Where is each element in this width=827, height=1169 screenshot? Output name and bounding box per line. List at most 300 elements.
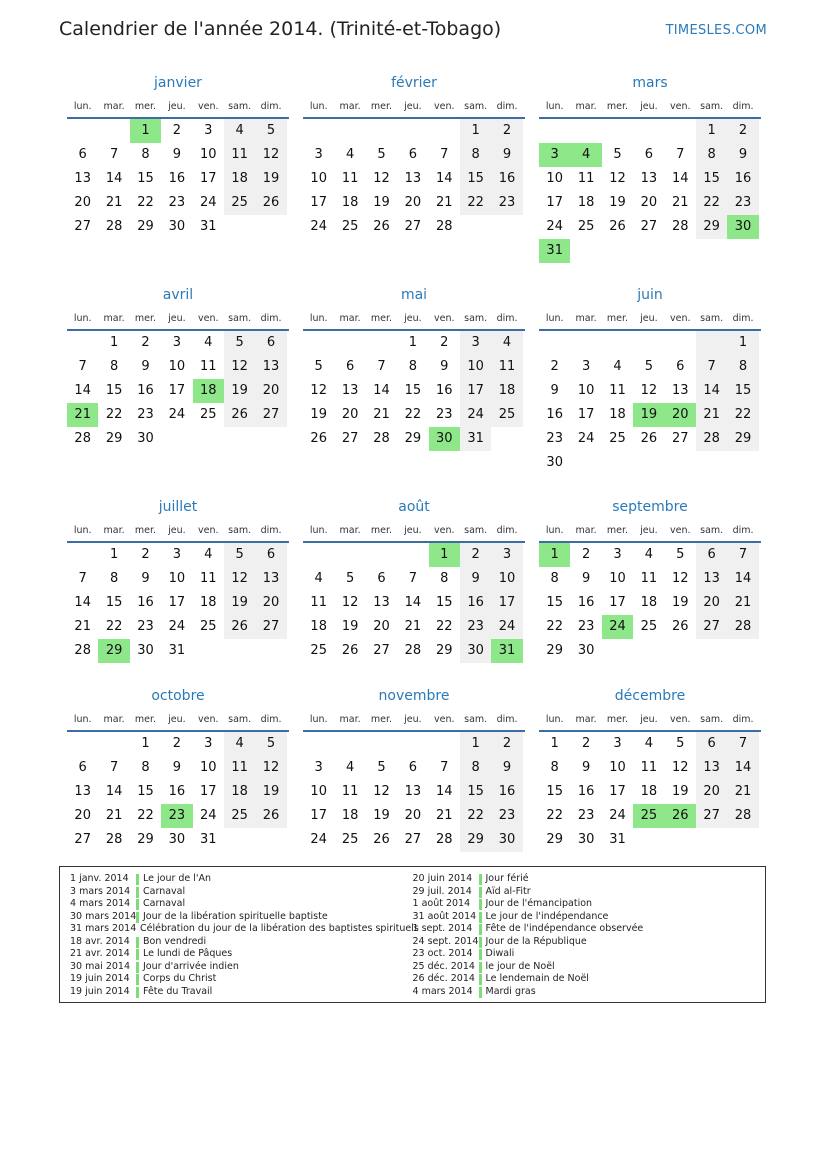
day-cell: 1	[696, 119, 727, 143]
day-cell: 29	[98, 639, 129, 663]
day-cell: 9	[172, 147, 181, 162]
empty-cell	[67, 732, 98, 756]
holiday-marker	[136, 949, 139, 960]
day-cell: 12	[671, 760, 689, 775]
day-cell: 21	[105, 808, 123, 823]
day-cell: 13	[341, 383, 359, 398]
holiday-name: Le jour de l'An	[143, 873, 212, 884]
legend-row	[413, 961, 756, 974]
legend-row	[413, 898, 756, 911]
empty-cell	[460, 215, 491, 239]
weekday-label: ven.	[670, 101, 691, 112]
weekday-label: lun.	[545, 101, 564, 112]
day-cell: 1	[727, 331, 758, 355]
day-cell: 7	[727, 543, 758, 567]
day-cell: 12	[255, 756, 286, 780]
day-grid	[67, 732, 289, 852]
holiday-marker	[479, 974, 482, 985]
day-cell: 24	[199, 195, 217, 210]
day-cell: 26	[341, 643, 359, 658]
day-cell: 11	[199, 571, 217, 586]
empty-cell	[334, 331, 365, 355]
weekday-header	[67, 521, 289, 543]
weekday-label: dim.	[260, 101, 282, 112]
empty-cell	[255, 828, 286, 852]
day-cell: 6	[644, 147, 653, 162]
day-cell: 25	[199, 619, 217, 634]
day-cell: 8	[460, 143, 491, 167]
weekday-label: mer.	[134, 313, 157, 324]
day-cell: 14	[105, 171, 123, 186]
day-cell: 23	[137, 407, 154, 422]
weekday-label: mar.	[575, 525, 597, 536]
day-cell: 10	[310, 784, 327, 799]
weekday-label: sam.	[700, 525, 724, 536]
day-cell: 16	[137, 595, 154, 610]
day-cell: 17	[168, 595, 186, 610]
weekday-label: ven.	[198, 714, 219, 725]
holiday-name: Diwali	[485, 948, 515, 959]
day-cell: 22	[404, 407, 422, 422]
empty-cell	[255, 215, 286, 239]
day-cell: 2	[581, 547, 591, 562]
day-cell: 8	[141, 760, 150, 775]
weekday-label: dim.	[496, 313, 518, 324]
day-cell: 13	[404, 784, 422, 799]
day-cell: 25	[640, 619, 658, 634]
day-cell: 20	[74, 808, 91, 823]
day-cell: 12	[310, 383, 327, 398]
holiday-name: Jour de l'émancipation	[485, 898, 593, 909]
empty-cell	[727, 239, 758, 263]
day-cell: 15	[727, 379, 758, 403]
weekday-label: mer.	[606, 313, 629, 324]
day-cell: 6	[696, 732, 727, 756]
day-cell: 30	[429, 427, 460, 451]
empty-cell	[696, 828, 727, 852]
weekday-header	[539, 710, 761, 732]
day-cell: 6	[408, 760, 417, 775]
month-calendar	[67, 685, 289, 852]
day-grid	[539, 119, 761, 263]
holiday-marker	[136, 887, 139, 898]
weekday-label: sam.	[464, 525, 488, 536]
day-cell: 28	[435, 219, 453, 234]
empty-cell	[665, 239, 696, 263]
day-cell: 2	[141, 335, 150, 350]
empty-cell	[303, 543, 334, 567]
month-calendar	[303, 72, 525, 239]
day-cell: 24	[168, 619, 186, 634]
day-cell: 30	[137, 431, 154, 446]
day-cell: 19	[373, 808, 390, 823]
day-cell: 23	[577, 808, 595, 823]
day-cell: 23	[727, 191, 758, 215]
day-cell: 30	[168, 219, 186, 234]
weekday-label: ven.	[434, 525, 455, 536]
empty-cell	[491, 427, 522, 451]
weekday-label: jeu.	[640, 525, 658, 536]
holiday-marker	[136, 899, 139, 910]
day-cell: 6	[255, 543, 286, 567]
month-name: décembre	[614, 688, 686, 704]
day-cell: 2	[581, 736, 591, 751]
day-cell: 14	[435, 784, 453, 799]
empty-cell	[303, 331, 334, 355]
day-cell: 1	[109, 335, 119, 350]
day-cell: 31	[539, 239, 570, 263]
day-cell: 28	[727, 804, 758, 828]
weekday-header	[67, 97, 289, 119]
day-cell: 12	[224, 355, 255, 379]
legend-row	[70, 898, 413, 911]
day-cell: 20	[373, 619, 390, 634]
day-cell: 29	[435, 643, 453, 658]
day-cell: 25	[199, 407, 217, 422]
weekday-label: ven.	[670, 313, 691, 324]
holiday-date: 20 juin 2014	[412, 873, 473, 884]
day-cell: 18	[577, 195, 595, 210]
day-cell: 4	[613, 359, 622, 374]
holiday-name: Corps du Christ	[143, 973, 217, 984]
day-cell: 7	[377, 359, 386, 374]
day-cell: 23	[168, 195, 186, 210]
day-cell: 10	[460, 355, 491, 379]
day-cell: 24	[310, 219, 327, 234]
legend-row	[413, 923, 756, 936]
holiday-name: Jour férié	[485, 873, 529, 884]
legend-row	[70, 961, 413, 974]
day-cell: 1	[539, 543, 570, 567]
weekday-label: mer.	[370, 313, 393, 324]
day-cell: 1	[130, 119, 161, 143]
day-cell: 21	[435, 808, 453, 823]
legend-row	[70, 986, 413, 999]
day-cell: 3	[539, 143, 570, 167]
empty-cell	[161, 427, 192, 451]
day-cell: 17	[609, 784, 626, 799]
day-cell: 14	[74, 595, 91, 610]
day-cell: 10	[609, 571, 626, 586]
day-cell: 14	[727, 756, 758, 780]
day-cell: 3	[204, 123, 213, 138]
weekday-header	[539, 309, 761, 331]
day-cell: 18	[224, 780, 255, 804]
day-cell: 27	[373, 643, 390, 658]
day-cell: 15	[105, 595, 123, 610]
day-cell: 15	[696, 167, 727, 191]
day-cell: 30	[460, 639, 491, 663]
day-cell: 23	[577, 619, 595, 634]
day-cell: 11	[609, 383, 626, 398]
holiday-date: 29 juil. 2014	[412, 885, 472, 897]
day-cell: 29	[696, 215, 727, 239]
empty-cell	[366, 119, 397, 143]
holiday-date: 23 oct. 2014	[412, 948, 473, 959]
brand-link[interactable]: TIMESLES.COM	[665, 23, 767, 38]
month-calendar	[539, 284, 761, 475]
holiday-date: 30 mars 2014	[70, 910, 137, 922]
holiday-name: Carnaval	[143, 885, 186, 897]
day-cell: 1	[408, 335, 417, 350]
weekday-label: jeu.	[168, 101, 186, 112]
day-cell: 14	[404, 595, 422, 610]
day-cell: 9	[172, 760, 181, 775]
day-cell: 9	[581, 760, 591, 775]
day-cell: 15	[435, 595, 453, 610]
day-cell: 14	[696, 379, 727, 403]
day-cell: 10	[577, 383, 595, 398]
legend-row	[413, 886, 756, 899]
day-cell: 17	[609, 595, 626, 610]
empty-cell	[397, 119, 428, 143]
weekday-label: jeu.	[404, 101, 422, 112]
empty-cell	[98, 732, 129, 756]
holiday-date: 3 mars 2014	[70, 885, 131, 897]
weekday-label: dim.	[496, 525, 518, 536]
weekday-label: sam.	[700, 714, 724, 725]
day-cell: 19	[255, 167, 286, 191]
weekday-label: dim.	[260, 313, 282, 324]
day-cell: 5	[345, 571, 355, 586]
holiday-date: 24 sept. 2014	[412, 935, 479, 947]
empty-cell	[539, 331, 570, 355]
day-cell: 24	[602, 615, 633, 639]
weekday-label: lun.	[545, 714, 564, 725]
weekday-label: lun.	[545, 525, 564, 536]
day-cell: 12	[640, 383, 658, 398]
weekday-label: mer.	[606, 714, 629, 725]
holiday-marker	[136, 937, 139, 948]
day-cell: 1	[460, 732, 491, 756]
empty-cell	[665, 451, 696, 475]
weekday-label: mer.	[606, 101, 629, 112]
day-cell: 14	[105, 784, 123, 799]
day-cell: 21	[671, 195, 689, 210]
day-cell: 9	[440, 359, 449, 374]
month-calendar	[67, 496, 289, 663]
legend-row	[70, 973, 413, 986]
holiday-marker	[136, 974, 139, 985]
weekday-label: ven.	[434, 313, 455, 324]
holiday-marker	[136, 962, 139, 973]
day-cell: 26	[224, 615, 255, 639]
day-grid	[539, 331, 761, 475]
day-cell: 26	[609, 219, 626, 234]
holiday-marker	[479, 924, 482, 935]
month-name: mai	[400, 287, 428, 303]
empty-cell	[491, 215, 522, 239]
day-cell: 1	[550, 736, 559, 751]
day-cell: 20	[341, 407, 359, 422]
day-cell: 20	[404, 195, 422, 210]
weekday-label: dim.	[732, 714, 754, 725]
day-cell: 16	[577, 784, 595, 799]
day-cell: 11	[341, 784, 359, 799]
day-cell: 11	[310, 595, 327, 610]
holiday-date: 18 avr. 2014	[70, 935, 130, 947]
day-cell: 11	[640, 760, 658, 775]
holiday-date: 26 déc. 2014	[412, 973, 475, 984]
day-cell: 6	[78, 147, 87, 162]
holiday-date: 21 avr. 2014	[70, 948, 130, 959]
month-name: août	[398, 499, 430, 515]
day-cell: 5	[255, 119, 286, 143]
day-cell: 21	[404, 619, 422, 634]
holiday-name: Jour d'arrivée indien	[143, 960, 239, 972]
day-cell: 8	[141, 147, 150, 162]
day-cell: 2	[491, 119, 522, 143]
legend-column-right	[413, 873, 756, 1002]
day-cell: 17	[491, 591, 522, 615]
weekday-label: mar.	[575, 313, 597, 324]
empty-cell	[224, 639, 255, 663]
day-cell: 4	[204, 335, 213, 350]
day-cell: 7	[440, 760, 449, 775]
day-cell: 16	[168, 171, 186, 186]
day-cell: 8	[727, 355, 758, 379]
weekday-label: lun.	[73, 714, 92, 725]
empty-cell	[539, 119, 570, 143]
day-cell: 15	[546, 595, 563, 610]
day-cell: 5	[224, 543, 255, 567]
day-cell: 20	[255, 379, 286, 403]
day-cell: 20	[255, 591, 286, 615]
day-cell: 3	[460, 331, 491, 355]
day-cell: 5	[314, 359, 323, 374]
day-cell: 11	[491, 355, 522, 379]
day-cell: 8	[440, 571, 449, 586]
weekday-header	[303, 97, 525, 119]
weekday-label: jeu.	[404, 525, 422, 536]
day-cell: 20	[74, 195, 91, 210]
day-cell: 18	[193, 379, 224, 403]
day-cell: 20	[696, 591, 727, 615]
day-cell: 2	[141, 547, 150, 562]
weekday-header	[67, 309, 289, 331]
empty-cell	[633, 119, 664, 143]
empty-cell	[633, 828, 664, 852]
day-cell: 19	[609, 195, 626, 210]
weekday-label: lun.	[73, 525, 92, 536]
day-cell: 22	[105, 407, 123, 422]
day-cell: 21	[696, 403, 727, 427]
day-grid	[67, 543, 289, 663]
weekday-header	[303, 710, 525, 732]
day-cell: 5	[676, 736, 685, 751]
weekday-label: sam.	[228, 714, 252, 725]
day-cell: 1	[429, 543, 460, 567]
day-grid	[67, 331, 289, 451]
legend-row	[70, 936, 413, 949]
empty-cell	[67, 119, 98, 143]
weekday-header	[539, 97, 761, 119]
day-cell: 23	[137, 619, 154, 634]
empty-cell	[98, 119, 129, 143]
day-cell: 23	[460, 615, 491, 639]
day-cell: 6	[78, 760, 87, 775]
day-cell: 27	[341, 431, 359, 446]
day-cell: 17	[577, 407, 595, 422]
weekday-label: mar.	[339, 313, 361, 324]
empty-cell	[570, 119, 601, 143]
weekday-label: sam.	[228, 525, 252, 536]
holiday-name: Aïd al-Fitr	[485, 885, 531, 897]
day-cell: 23	[546, 431, 563, 446]
empty-cell	[224, 427, 255, 451]
day-cell: 4	[644, 736, 653, 751]
weekday-header	[303, 521, 525, 543]
day-cell: 11	[640, 571, 658, 586]
legend-row	[70, 886, 413, 899]
day-cell: 8	[460, 756, 491, 780]
empty-cell	[633, 451, 664, 475]
day-cell: 9	[460, 567, 491, 591]
month-calendar	[303, 496, 525, 663]
day-cell: 4	[314, 571, 323, 586]
holiday-date: 25 déc. 2014	[412, 960, 475, 972]
day-cell: 7	[408, 571, 417, 586]
holiday-name: Fête du Travail	[143, 985, 213, 997]
day-cell: 24	[577, 431, 595, 446]
day-cell: 5	[613, 147, 622, 162]
day-cell: 22	[105, 619, 123, 634]
day-cell: 26	[373, 219, 390, 234]
day-cell: 28	[727, 615, 758, 639]
day-cell: 9	[141, 571, 150, 586]
day-cell: 27	[696, 615, 727, 639]
day-cell: 5	[377, 147, 386, 162]
empty-cell	[193, 427, 224, 451]
empty-cell	[665, 331, 696, 355]
holiday-name: Célébration du jour de la libération des baptistes spirituels	[140, 923, 419, 934]
day-cell: 18	[609, 407, 626, 422]
empty-cell	[727, 451, 758, 475]
day-cell: 12	[224, 567, 255, 591]
day-cell: 7	[727, 732, 758, 756]
day-cell: 28	[74, 643, 91, 658]
day-cell: 19	[341, 619, 359, 634]
legend-row	[70, 948, 413, 961]
weekday-label: jeu.	[168, 714, 186, 725]
legend-row	[70, 911, 413, 924]
day-cell: 14	[671, 171, 689, 186]
month-name: janvier	[154, 75, 202, 91]
day-cell: 13	[404, 171, 422, 186]
weekday-label: mer.	[134, 101, 157, 112]
day-cell: 25	[491, 403, 522, 427]
page-title: Calendrier de l'année 2014. (Trinité-et-Tobago)	[59, 18, 502, 40]
month-name: novembre	[378, 688, 450, 704]
day-cell: 29	[105, 431, 123, 446]
day-cell: 24	[491, 615, 522, 639]
day-cell: 27	[404, 219, 422, 234]
weekday-label: sam.	[700, 313, 724, 324]
weekday-label: mer.	[606, 525, 629, 536]
day-cell: 29	[137, 832, 154, 847]
day-cell: 6	[377, 571, 386, 586]
day-cell: 2	[727, 119, 758, 143]
day-cell: 26	[255, 191, 286, 215]
day-cell: 18	[341, 808, 359, 823]
day-cell: 22	[137, 808, 154, 823]
weekday-label: mar.	[103, 313, 125, 324]
day-cell: 24	[609, 808, 626, 823]
day-cell: 28	[373, 431, 390, 446]
day-cell: 26	[255, 804, 286, 828]
holiday-marker	[479, 949, 482, 960]
day-cell: 24	[546, 219, 563, 234]
